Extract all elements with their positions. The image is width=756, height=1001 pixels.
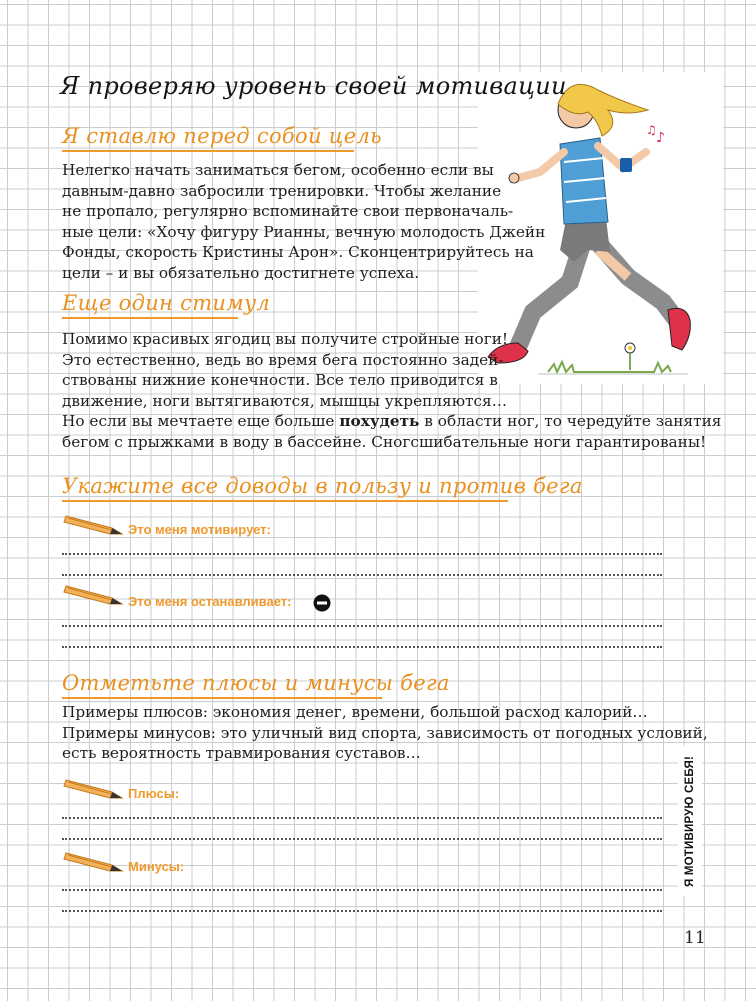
text-line: ные цели: «Хочу фигуру Рианны, вечную молодость Джейн (62, 222, 546, 241)
label-motivates: Это меня мотивирует: (128, 522, 271, 537)
write-line[interactable] (62, 553, 662, 555)
write-line[interactable] (62, 910, 662, 912)
label-minuses: Минусы: (128, 859, 185, 874)
text-fragment: в области ног, то чередуйте занятия (419, 412, 722, 430)
svg-text:♫: ♫ (646, 123, 657, 137)
label-stops: Это меня останавливает: (128, 594, 292, 609)
page-title: Я проверяю уровень своей мотивации (60, 72, 567, 100)
section-goal-text (62, 160, 545, 283)
section-heading-pros-cons: Отметьте плюсы и минусы бега (62, 671, 450, 695)
text-line: Помимо красивых ягодиц вы получите стройные ноги! (62, 330, 509, 348)
text-fragment: Но если вы мечтаете еще больше (62, 412, 340, 430)
heading-underline (62, 697, 382, 699)
text-line: есть вероятность травмирования суставов… (62, 744, 421, 762)
write-line[interactable] (62, 574, 662, 576)
section-heading-goal: Я ставлю перед собой цель (62, 124, 382, 148)
write-line[interactable] (62, 838, 662, 840)
heading-underline (62, 317, 238, 319)
write-line[interactable] (62, 646, 662, 648)
text-line: Фонды, скорость Кристины Арон». Сконцентрируйтесь на (62, 243, 534, 261)
text-line: цели – и вы обязательно достигнете успеха. (62, 263, 420, 282)
text-line (62, 411, 721, 432)
section-heading-stimulus: Еще один стимул (62, 291, 271, 315)
bold-word: похудеть (339, 412, 420, 430)
svg-text:♪: ♪ (656, 130, 665, 146)
section-heading-arguments: Укажите все доводы в пользу и против бега (62, 474, 583, 498)
pencil-icon (62, 849, 124, 873)
text-line: давным-давно забросили тренировки. Чтобы желание (62, 181, 502, 200)
text-line: не пропало, регулярно вспоминайте свои первоначаль- (62, 202, 514, 220)
write-line[interactable] (62, 625, 662, 627)
text-line: Это естественно, ведь во время бега постоянно задей- (62, 350, 504, 369)
text-line: Нелегко начать заниматься бегом, особенно если вы (62, 161, 494, 179)
write-line[interactable] (62, 889, 662, 891)
text-line: Примеры плюсов: экономия денег, времени, большой расход калорий… (62, 703, 648, 721)
write-line[interactable] (62, 817, 662, 819)
text-line: ствованы нижние конечности. Все тело приводится в (62, 371, 498, 389)
pencil-icon (62, 582, 124, 606)
section-stimulus-text (62, 329, 721, 452)
label-pluses: Плюсы: (128, 786, 180, 801)
text-line: Примеры минусов: это уличный вид спорта, зависимость от погодных условий, (62, 723, 708, 742)
heading-underline (62, 150, 354, 152)
pencil-icon (62, 776, 124, 800)
section-pros-cons-text (62, 702, 708, 764)
text-line: бегом с прыжками в воду в бассейне. Сногсшибательные ноги гарантированы! (62, 432, 707, 451)
heading-underline (62, 500, 508, 502)
stop-icon (313, 594, 331, 612)
pencil-icon (62, 512, 124, 536)
page-number: 11 (684, 928, 706, 948)
text-line: движение, ноги вытягиваются, мышцы укрепляются… (62, 391, 507, 410)
side-label: Я МОТИВИРУЮ СЕБЯ! (684, 755, 696, 887)
